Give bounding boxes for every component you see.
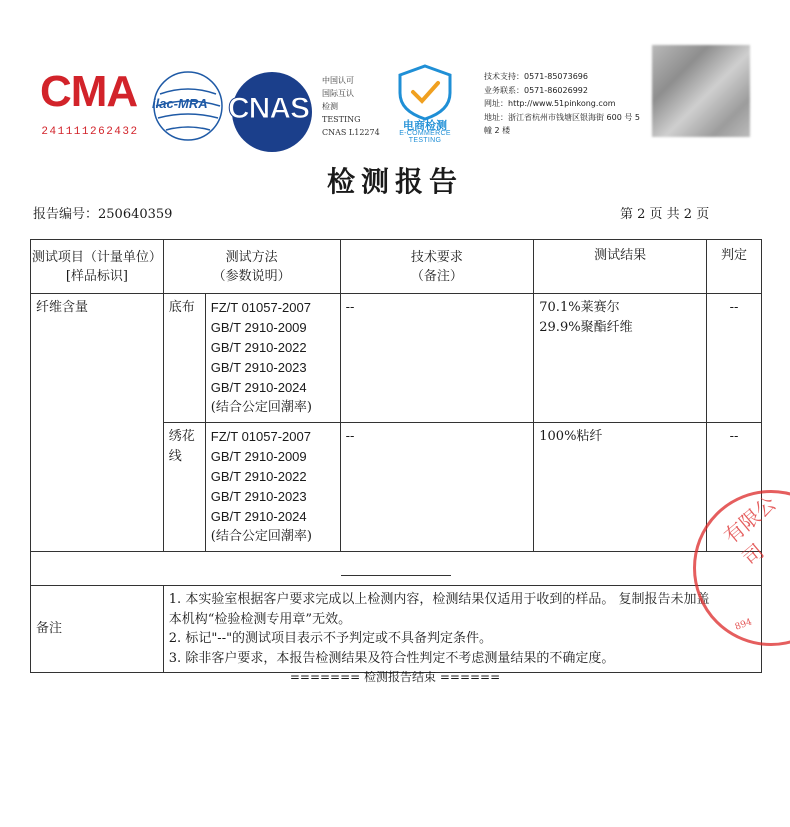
table-row [31, 294, 762, 423]
ilac-mra-logo: ilac-MRA [152, 96, 208, 111]
requirement-value: -- [340, 294, 534, 423]
judgement-value: -- [707, 294, 762, 423]
remarks-row [31, 586, 762, 673]
header-requirement: 技术要求 （备注） [340, 240, 534, 294]
result-value: 100%粘纤 [534, 423, 707, 552]
table-header-row [31, 240, 762, 294]
seal-number: 894 [733, 617, 754, 633]
cma-logo: CMA [40, 67, 138, 116]
judgement-value: -- [707, 423, 762, 552]
remarks-label: 备注 [31, 586, 164, 673]
sample-part: 绣花线 [163, 423, 205, 552]
cnas-logo: CNAS [228, 92, 310, 125]
remarks-content: 1. 本实验室根据客户要求完成以上检测内容，检测结果仅适用于收到的样品。 复制报告未加盖 本机构“检验检测专用章”无效。 2. 标记"--"的测试项目表示不予判定或不具备判定条件。 3. 除非客户要求，本报告检测结果及符合性判定不考虑测量结果的不确定度。 [163, 586, 761, 673]
header-test-item: 测试项目（计量单位） [样品标识] [31, 240, 164, 294]
report-end-marker: ======= 检测报告结束 ====== [289, 670, 501, 684]
report-number: 报告编号：250640359 [33, 207, 173, 222]
ecommerce-shield-icon [390, 63, 460, 121]
header-test-method: 测试方法 （参数说明） [163, 240, 340, 294]
separator-line [341, 575, 451, 576]
ecommerce-testing-subtitle: E-COMMERCE TESTING [399, 130, 451, 144]
page-number: 第 2 页 共 2 页 [620, 207, 710, 222]
cnas-accreditation-info: 中国认可 国际互认 检测 TESTING CNAS L12274 [322, 76, 380, 137]
test-item-name: 纤维含量 [31, 294, 164, 552]
header-result: 测试结果 [534, 240, 707, 294]
requirement-value: -- [340, 423, 534, 552]
seal-text: 有限公司 [719, 491, 781, 571]
result-value: 70.1%莱赛尔 29.9%聚酯纤维 [534, 294, 707, 423]
qr-code-image [652, 45, 750, 137]
cma-number: 241111262432 [41, 126, 139, 138]
sample-part: 底布 [163, 294, 205, 423]
report-title: 检测报告 [326, 165, 463, 198]
test-results-table [30, 239, 762, 673]
header-judgement: 判定 [707, 240, 762, 294]
test-methods: FZ/T 01057-2007 GB/T 2910-2009 GB/T 2910-2022 GB/T 2910-2023 GB/T 2910-2024 (结合公定回潮率) [205, 294, 340, 423]
contact-info: 技术支持：0571-85073696 业务联系：0571-86026992 网址：http://www.51pinkong.com 地址：浙江省杭州市钱塘区银海街 600 号 5 幢 2 楼 [484, 72, 640, 135]
ecommerce-testing-title: 电商检测 [403, 120, 447, 132]
test-methods: FZ/T 01057-2007 GB/T 2910-2009 GB/T 2910-2022 GB/T 2910-2023 GB/T 2910-2024 (结合公定回潮率) [205, 423, 340, 552]
separator-row [31, 552, 762, 586]
